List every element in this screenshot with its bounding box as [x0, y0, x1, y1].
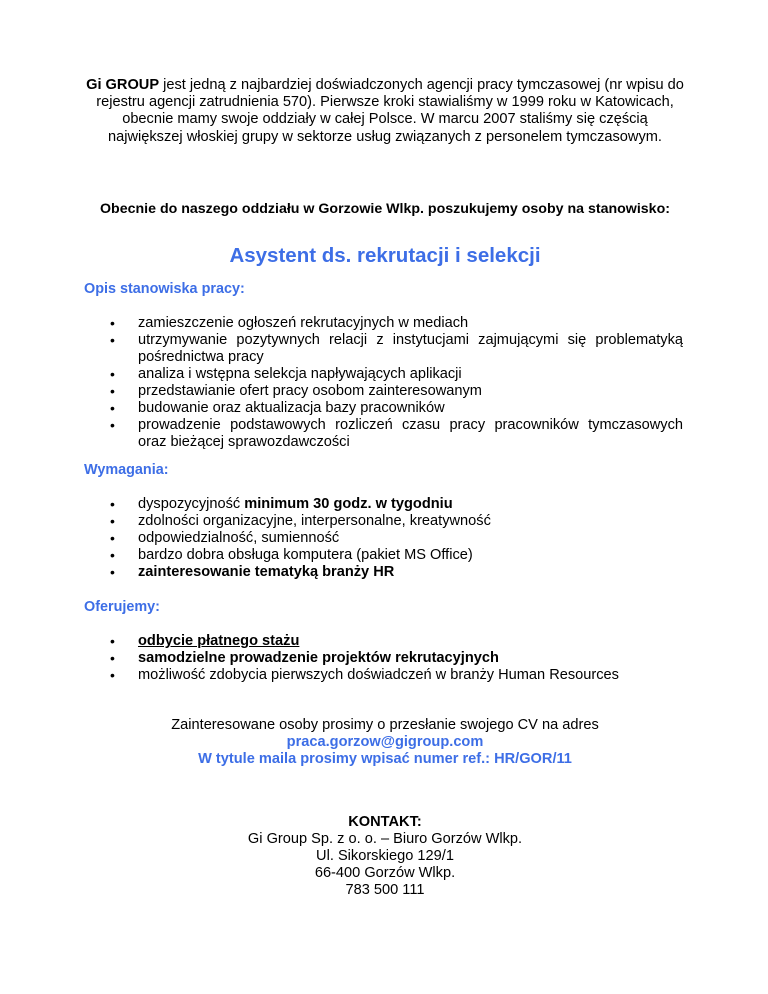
email-link[interactable]: praca.gorzow@gigroup.com [286, 734, 484, 750]
application-info [85, 717, 685, 768]
paid-internship: odbycie płatnego stażu [138, 633, 300, 649]
reference-number: W tytule maila prosimy wpisać numer ref.: HR/GOR/11 [198, 751, 572, 767]
contact-phone[interactable]: 783 500 111 [345, 882, 425, 898]
contact-heading: KONTAKT: [348, 814, 422, 830]
list-item: • budowanie oraz aktualizacja bazy pracowników [110, 400, 683, 417]
list-item [110, 650, 683, 667]
offer-heading: Oferujemy: [84, 599, 160, 615]
availability-text: dyspozycyjność [138, 496, 245, 512]
offer-list [110, 633, 683, 684]
list-item: • prowadzenie podstawowych rozliczeń czasu pracy pracowników tymczasowych oraz bieżącej sprawozdawczości [110, 417, 683, 451]
contact-company: Gi Group Sp. z o. o. – Biuro Gorzów Wlkp. [247, 831, 523, 847]
requirements-list [110, 496, 683, 581]
job-title: Asystent ds. rekrutacji i selekcji [229, 244, 541, 267]
company-name: Gi GROUP [86, 77, 160, 93]
list-item: • odpowiedzialność, sumienność [110, 530, 683, 547]
intro-paragraph [85, 77, 685, 146]
list-item: • zdolności organizacyjne, interpersonalne, kreatywność [110, 513, 683, 530]
intro-text: jest jedną z najbardziej doświadczonych agencji pracy tymczasowej (nr wpisu do rejestru agencji zatrudnienia 570). Pierwsze kroki stawialiśmy w 1999 roku w Katowicach, obecnie mamy swoje oddziały w całej Polsce. W marcu 2007 staliśmy się częścią największej włoskiej grupy w sektorze usług związanych z personelem tymczasowym. [96, 77, 684, 145]
list-item: • przedstawianie ofert pracy osobom zainteresowanym [110, 383, 683, 400]
list-item: • możliwość zdobycia pierwszych doświadczeń w branży Human Resources [110, 667, 683, 684]
list-item: • zamieszczenie ogłoszeń rekrutacyjnych w mediach [110, 315, 683, 332]
contact-street: Ul. Sikorskiego 129/1 [316, 848, 454, 864]
list-item [110, 496, 683, 513]
description-list [110, 315, 683, 451]
hr-interest: zainteresowanie tematyką branży HR [138, 564, 395, 580]
contact-block [85, 814, 685, 899]
list-item: • bardzo dobra obsługa komputera (pakiet MS Office) [110, 547, 683, 564]
position-lead: Obecnie do naszego oddziału w Gorzowie Wlkp. poszukujemy osoby na stanowisko: [100, 201, 670, 217]
independent-projects: samodzielne prowadzenie projektów rekrutacyjnych [138, 650, 499, 666]
list-item [110, 564, 683, 581]
list-item: • utrzymywanie pozytywnych relacji z instytucjami zajmującymi się problematyką pośrednictwa pracy [110, 332, 683, 366]
list-item: • analiza i wstępna selekcja napływających aplikacji [110, 366, 683, 383]
requirements-heading: Wymagania: [84, 462, 169, 478]
cv-request: Zainteresowane osoby prosimy o przesłanie swojego CV na adres [171, 717, 599, 733]
list-item [110, 633, 683, 650]
contact-city: 66-400 Gorzów Wlkp. [314, 865, 456, 881]
description-heading: Opis stanowiska pracy: [84, 281, 245, 297]
availability-hours: minimum 30 godz. w tygodniu [244, 496, 453, 512]
